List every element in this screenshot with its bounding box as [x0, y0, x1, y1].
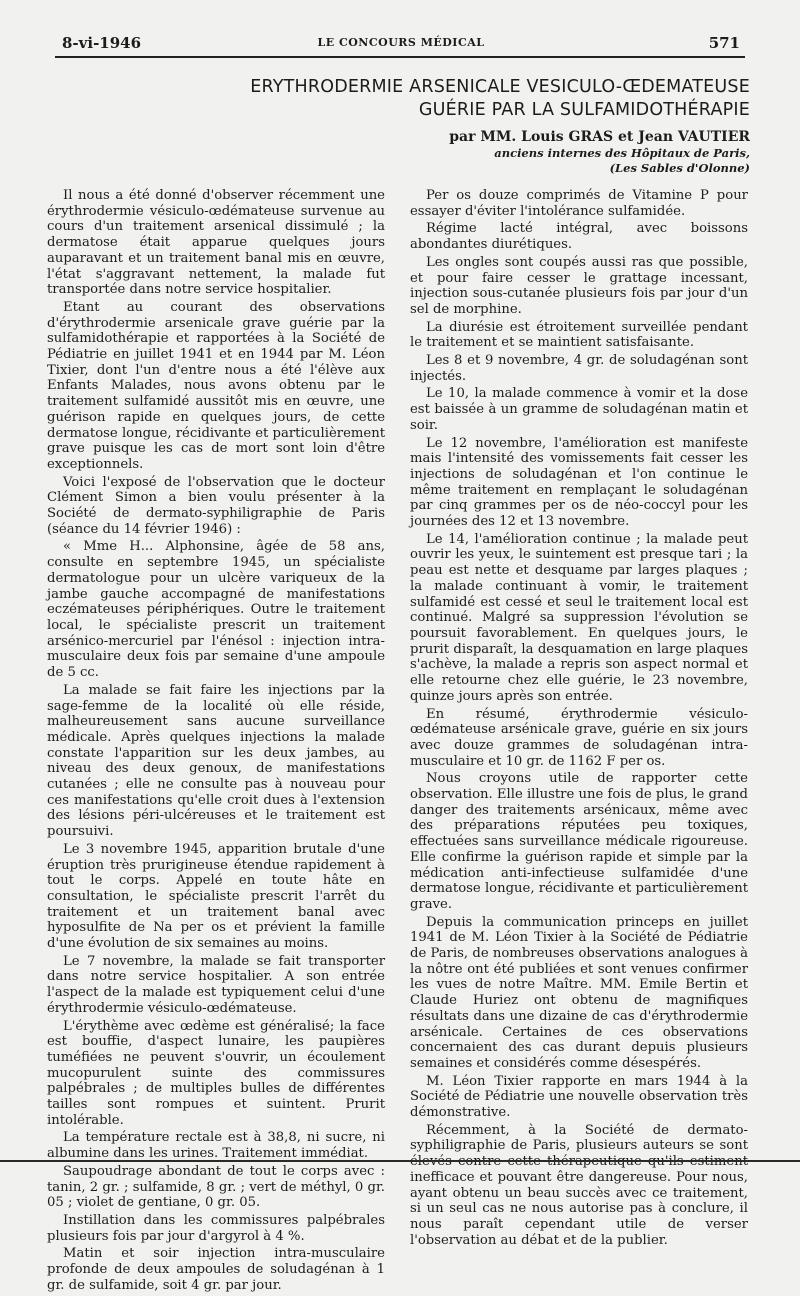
paragraph: Le 12 novembre, l'amélioration est manifeste mais l'intensité des vomissements fait cesser les injections de soludagénan et l'on continue le même traitement en remplaçant le soludagénan par cinq grammes per os de néo-coccyl pour les journées des 12 et 13 novembre. [410, 435, 748, 530]
header-rule [55, 56, 745, 58]
paragraph: Le 10, la malade commence à vomir et la dose est baissée à un gramme de soludagénan matin et soir. [410, 386, 748, 433]
paragraph: Régime lacté intégral, avec boissons abondantes diurétiques. [410, 221, 748, 253]
footer-rule [0, 1160, 800, 1162]
paragraph: Récemment, à la Société de dermato-syphiligraphie de Paris, plusieurs auteurs se sont élevés contre cette thérapeutique qu'ils estiment inefficace et pouvant être dangereuse. Pour nous, ayant obtenu un beau succès avec ce traitement, si un seul cas ne nous autorise pas à conclure, il nous paraît cependant utile de verser l'observation au débat et de la publier. [410, 1122, 748, 1248]
article-heading [250, 76, 750, 176]
paragraph: Matin et soir injection intra-musculaire profonde de deux ampoules de soludagénan à 1 gr. de sulfamide, soit 4 gr. par jour. [47, 1246, 385, 1293]
paragraph: Les ongles sont coupés aussi ras que possible, et pour faire cesser le grattage incessant, injection sous-cutanée plusieurs fois par jour d'un sel de morphine. [410, 254, 748, 317]
paragraph: Voici l'exposé de l'observation que le docteur Clément Simon a bien voulu présenter à la Société de dermato-syphiligraphie de Paris (séance du 14 février 1946) : [47, 474, 385, 537]
paragraph: Etant au courant des observations d'érythrodermie arsenicale grave guérie par la sulfamidothérapie et rapportées à la Société de Pédiatrie en juillet 1941 et en 1944 par M. Léon Tixier, dont l'un d'entre nous a été l'élève aux Enfants Malades, nous avons obtenu par le traitement sulfamidé aussitôt mis en œuvre, une guérison rapide en quelques jours, de cette dermatose longue, récidivante et particulièrement grave puisque les cas de mort sont loin d'être exceptionnels. [47, 299, 385, 472]
paragraph: M. Léon Tixier rapporte en mars 1944 à la Société de Pédiatrie une nouvelle observation très démonstrative. [410, 1073, 748, 1121]
paragraph: Depuis la communication princeps en juillet 1941 de M. Léon Tixier à la Société de Pédiatrie de Paris, de nombreuses observations analogues à la nôtre ont été publiées et sont venues confirmer les vues de notre Maître. MM. Emile Bertin et Claude Huriez ont obtenu de magnifiques résultats dans une dizaine de cas d'érythrodermie arsénicale. Certaines de ces observations concernaient des cas durant depuis plusieurs semaines et considérés comme désespérés. [410, 914, 748, 1071]
paragraph: La température rectale est à 38,8, ni sucre, ni albumine dans les urines. Traitement immédiat. [47, 1130, 385, 1162]
page-number: 571 [708, 34, 740, 52]
running-header [62, 34, 740, 52]
paragraph: Nous croyons utile de rapporter cette observation. Elle illustre une fois de plus, le grand danger des traitements arsénicaux, même avec des préparations réputées peu toxiques, effectuées sans surveillance médicale rigoureuse. Elle confirme la guérison rapide et simple par la médication anti-infectieuse sulfamidée d'une dermatose longue, récidivante et particulièrement grave. [410, 771, 748, 912]
paragraph: Saupoudrage abondant de tout le corps avec : tanin, 2 gr. ; sulfamide, 8 gr. ; vert de méthyl, 0 gr. 05 ; violet de gentiane, 0 gr. 05. [47, 1163, 385, 1211]
paragraph: « Mme H... Alphonsine, âgée de 58 ans, consulte en septembre 1945, un spécialiste dermatologue pour un ulcère variqueux de la jambe gauche accompagné de manifestations eczémateuses périphériques. Outre le traitement local, le spécialiste prescrit un traitement arsénico-mercuriel par l'énésol : injection intra-musculaire deux fois par semaine d'une ampoule de 5 cc. [47, 539, 385, 681]
right-column [410, 188, 748, 1250]
paragraph: Instillation dans les commissures palpébrales plusieurs fois par jour d'argyrol à 4 %. [47, 1213, 385, 1244]
paragraph: La malade se fait faire les injections par la sage-femme de la localité où elle réside, malheureusement sans aucune surveillance médicale. Après quelques injections la malade constate l'apparition sur les deux jambes, au niveau des deux genoux, de manifestations cutanées ; elle ne consulte pas à nouveau pour ces manifestations qu'elle croit dues à l'extension des lésions péri-ulcéreuses et le traitement est poursuivi. [47, 682, 385, 840]
paragraph: L'érythème avec œdème est généralisé; la face est bouffie, d'aspect lunaire, les paupières tuméfiées ne peuvent s'ouvrir, un écoulement mucopurulent suinte des commissures palpébrales ; de multiples bulles de différentes tailles sont rompues et suintent. Prurit intolérable. [47, 1018, 385, 1128]
paragraph: Les 8 et 9 novembre, 4 gr. de soludagénan sont injectés. [410, 353, 748, 384]
paragraph: Le 7 novembre, la malade se fait transporter dans notre service hospitalier. A son entrée l'aspect de la malade est typiquement celui d'une érythrodermie vésiculo-œdémateuse. [47, 953, 385, 1016]
paragraph: Il nous a été donné d'observer récemment une érythrodermie vésiculo-œdémateuse survenue au cours d'un traitement arsenical dissimulé ; la dermatose était apparue quelques jours auparavant et un traitement banal mis en œuvre, l'état s'aggravant nettement, la malade fut transportée dans notre service hospitalier. [47, 188, 385, 298]
article-title-line-1: ERYTHRODERMIE ARSENICALE VESICULO-ŒDEMATEUSE [250, 77, 750, 97]
paragraph: Per os douze comprimés de Vitamine P pour essayer d'éviter l'intolérance sulfamidée. [410, 188, 748, 219]
article-title-line-2: GUÉRIE PAR LA SULFAMIDOTHÉRAPIE [418, 100, 750, 120]
left-column [47, 188, 385, 1296]
issue-date: 8-vi-1946 [62, 34, 142, 52]
paragraph: En résumé, érythrodermie vésiculo-œdémateuse arsénicale grave, guérie en six jours avec douze grammes de soludagénan intra-musculaire et 10 gr. de 1162 F per os. [410, 706, 748, 769]
paragraph: La diurésie est étroitement surveillée pendant le traitement et se maintient satisfaisante. [410, 319, 748, 351]
paragraph: Le 14, l'amélioration continue ; la malade peut ouvrir les yeux, le suintement est presque tari ; la peau est nette et desquame par larges plaques ; la malade continuant à vomir, le traitement sulfamidé est cessé et seul le traitement local est continué. Malgré sa suppression l'évolution se poursuit favorablement. En quelques jours, le prurit disparaît, la desquamation en large plaques s'achève, la malade a repris son aspect normal et elle retourne chez elle guérie, le 23 novembre, quinze jours après son entrée. [410, 531, 748, 704]
journal-name: LE CONCOURS MÉDICAL [317, 36, 485, 49]
author-affiliation-line-2: (Les Sables d'Olonne) [609, 161, 750, 175]
article-authors: par MM. Louis GRAS et Jean VAUTIER [449, 129, 750, 145]
paragraph: Le 3 novembre 1945, apparition brutale d'une éruption très prurigineuse étendue rapidement à tout le corps. Appelé en toute hâte en consultation, le spécialiste prescrit l'arrêt du traitement et un traitement banal avec hyposulfite de Na per os et prévient la famille d'une évolution de six semaines au moins. [47, 841, 385, 952]
author-affiliation-line-1: anciens internes des Hôpitaux de Paris, [494, 146, 750, 160]
